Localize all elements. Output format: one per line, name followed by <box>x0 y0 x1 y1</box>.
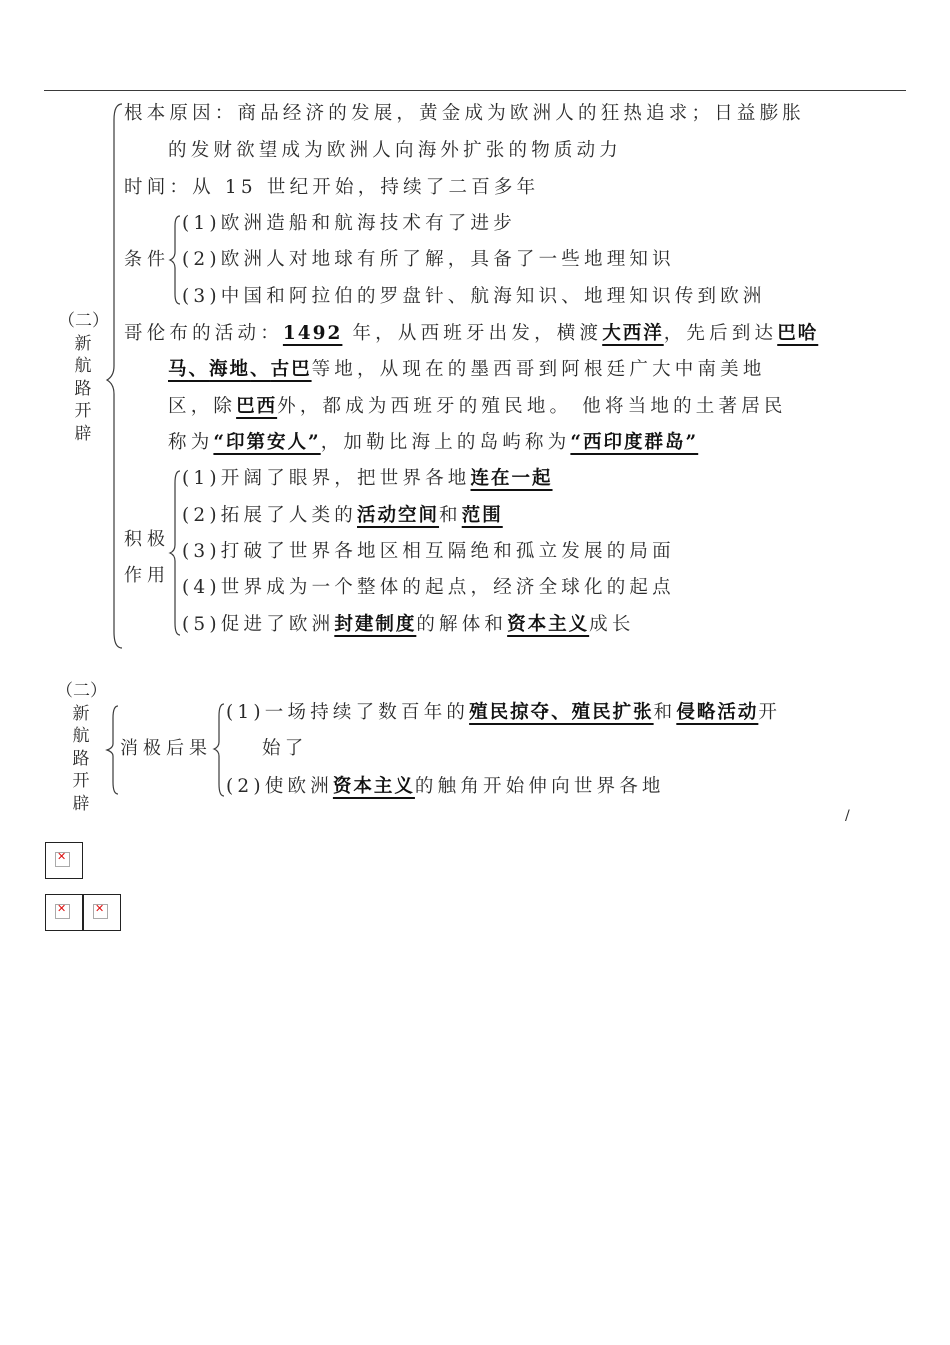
conditions-brace <box>168 212 182 308</box>
root-cause-line2: 的发财欲望成为欧洲人向海外扩张的物质动力 <box>168 140 623 161</box>
text: 的解体和 <box>416 614 508 635</box>
label-char: 辟 <box>74 423 92 444</box>
keyword: 殖民掠夺、殖民扩张 <box>469 702 654 723</box>
columbus-line2 <box>168 358 766 382</box>
text: 开 <box>758 702 782 723</box>
label-char: 路 <box>72 748 90 769</box>
keyword: 资本主义 <box>332 776 415 797</box>
label-char: 航 <box>74 356 92 376</box>
text: 外，都成为西班牙的殖民地。 他将当地的土著居民 <box>277 396 787 417</box>
positive-item <box>182 613 635 637</box>
text: ，加勒比海上的岛屿称为 <box>320 432 571 453</box>
label-paren: （二） <box>58 311 109 331</box>
text: 和 <box>439 505 462 526</box>
label-char: 新 <box>74 333 92 354</box>
text: (1)开阔了眼界，把世界各地 <box>182 468 471 489</box>
sep: 、 <box>188 359 210 380</box>
text: 成长 <box>589 614 635 635</box>
negative-brace <box>212 700 226 800</box>
broken-image <box>45 894 83 931</box>
label-char: 路 <box>74 378 92 399</box>
haiti: 海地 <box>209 359 251 380</box>
positive-item <box>182 467 553 491</box>
negative-item <box>226 701 781 725</box>
year-1492: 1492 <box>282 323 343 344</box>
indians: “印第安人” <box>213 432 321 453</box>
bahamas: 巴哈 <box>777 323 819 344</box>
positive-item <box>182 504 503 528</box>
condition-item: (3)中国和阿拉伯的罗盘针、航海知识、地理知识传到欧洲 <box>182 286 766 307</box>
columbus-line4 <box>168 431 698 455</box>
text: 哥伦布的活动： <box>124 323 283 344</box>
text: (5)促进了欧洲 <box>182 614 335 635</box>
positive-item: (3)打破了世界各地区相互隔绝和孤立发展的局面 <box>182 541 675 562</box>
text: 区，除 <box>168 396 237 417</box>
keyword: 资本主义 <box>507 614 590 635</box>
positive-label <box>124 522 170 594</box>
keyword: 侵略活动 <box>676 702 759 723</box>
atlantic-ocean: 大西洋 <box>602 323 664 344</box>
broken-image <box>83 894 121 931</box>
brazil: 巴西 <box>236 396 278 417</box>
condition-item: (2)欧洲人对地球有所了解，具备了一些地理知识 <box>182 249 675 270</box>
bahamas-cont: 马 <box>168 359 189 380</box>
keyword: 活动空间 <box>357 505 440 526</box>
conditions-label: 条件 <box>124 249 170 270</box>
label-part: 积极 <box>124 529 170 550</box>
section2-label <box>56 680 106 815</box>
negative-label: 消极后果 <box>120 738 212 759</box>
text: (2)使欧洲 <box>226 776 333 797</box>
text: ，先后到达 <box>663 323 778 344</box>
text: 年，从西班牙出发，横渡 <box>342 323 603 344</box>
text: 和 <box>653 702 677 723</box>
keyword: 连在一起 <box>470 468 553 489</box>
broken-image-icon <box>93 904 108 919</box>
label-char: 航 <box>72 726 90 746</box>
section2-brace <box>104 702 120 798</box>
negative-item <box>226 775 665 799</box>
broken-image-icon <box>55 904 70 919</box>
sep: 、 <box>250 359 271 380</box>
broken-image-icon <box>55 852 70 867</box>
top-rule <box>44 90 906 91</box>
text: 等地，从现在的墨西哥到阿根廷广大中南美地 <box>311 359 766 380</box>
positive-brace <box>168 467 182 639</box>
label-paren: （二） <box>56 681 107 701</box>
cuba: 古巴 <box>270 359 312 380</box>
keyword: 范围 <box>461 505 503 526</box>
time-line: 时间：从 15 世纪开始，持续了二百多年 <box>124 177 540 198</box>
condition-item: (1)欧洲造船和航海技术有了进步 <box>182 213 516 234</box>
section1-brace <box>104 98 126 653</box>
label-part: 作用 <box>124 565 170 586</box>
negative-item-cont: 始了 <box>262 738 308 759</box>
west-indies: “西印度群岛” <box>570 432 699 453</box>
positive-item: (4)世界成为一个整体的起点，经济全球化的起点 <box>182 577 675 598</box>
keyword: 封建制度 <box>334 614 417 635</box>
columbus-line1 <box>124 322 818 346</box>
label-char: 新 <box>72 703 90 724</box>
text: 的触角开始伸向世界各地 <box>414 776 665 797</box>
section1-label <box>58 310 108 445</box>
root-cause-line1: 根本原因：商品经济的发展，黄金成为欧洲人的狂热追求；日益膨胀 <box>124 103 806 124</box>
text: (1)一场持续了数百年的 <box>226 702 470 723</box>
label-char: 辟 <box>72 793 90 814</box>
text: 称为 <box>168 432 214 453</box>
broken-image <box>45 842 83 879</box>
columbus-line3 <box>168 395 787 419</box>
label-char: 开 <box>74 401 92 421</box>
label-char: 开 <box>72 771 90 791</box>
stray-mark: / <box>845 808 850 824</box>
text: (2)拓展了人类的 <box>182 505 358 526</box>
